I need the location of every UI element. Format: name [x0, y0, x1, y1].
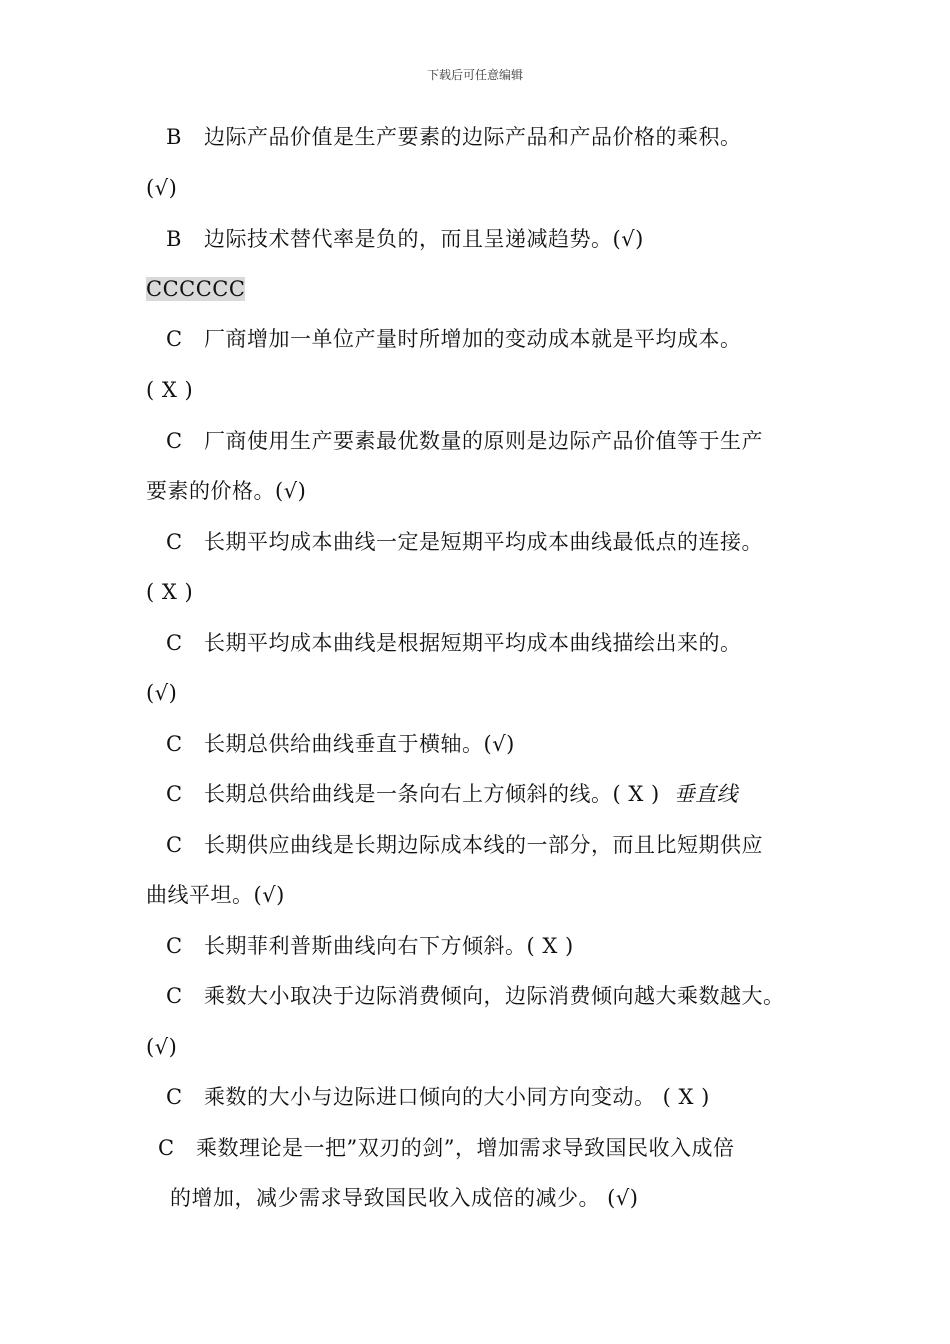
- text-line: [146, 1033, 177, 1061]
- line-text: 曲线平坦。(√): [146, 883, 285, 907]
- highlighted-text: CCCCCC: [146, 277, 246, 301]
- line-text: 乘数的大小与边际进口倾向的大小同方向变动。 ( X ): [204, 1085, 710, 1109]
- line-letter: C: [166, 631, 183, 655]
- line-text: 长期供应曲线是长期边际成本线的一部分，而且比短期供应: [204, 833, 763, 857]
- handwritten-note: 垂直线: [673, 782, 739, 806]
- line-text: 长期平均成本曲线一定是短期平均成本曲线最低点的连接。: [204, 530, 763, 554]
- line-text: ( X ): [146, 580, 194, 604]
- line-letter: C: [166, 530, 183, 554]
- line-text: 边际产品价值是生产要素的边际产品和产品价格的乘积。: [204, 125, 742, 149]
- line-text: ( X ): [146, 378, 194, 402]
- text-line: [166, 932, 574, 960]
- line-letter: C: [166, 984, 183, 1008]
- text-line: [146, 376, 193, 404]
- line-letter: C: [166, 1085, 183, 1109]
- line-text: 厂商增加一单位产量时所增加的变动成本就是平均成本。: [204, 327, 742, 351]
- line-text: 的增加，减少需求导致国民收入成倍的减少。 (√): [170, 1186, 639, 1210]
- page-header: 下载后可任意编辑: [426, 68, 523, 82]
- line-text: (√): [146, 1035, 178, 1059]
- line-letter: C: [158, 1136, 175, 1160]
- text-line: [158, 1134, 734, 1162]
- text-line: [166, 831, 763, 859]
- text-line: [166, 528, 763, 556]
- text-line: [166, 225, 644, 253]
- line-text: 乘数理论是一把”双刃的剑”，增加需求导致国民收入成倍: [196, 1136, 735, 1160]
- line-text: 长期平均成本曲线是根据短期平均成本曲线描绘出来的。: [204, 631, 742, 655]
- line-text: 长期菲利普斯曲线向右下方倾斜。( X ): [204, 934, 574, 958]
- line-text: 要素的价格。(√): [146, 479, 307, 503]
- text-line: [146, 275, 245, 303]
- line-letter: C: [166, 833, 183, 857]
- line-text: 厂商使用生产要素最优数量的原则是边际产品价值等于生产: [204, 429, 763, 453]
- line-letter: C: [166, 327, 183, 351]
- text-line: [146, 881, 285, 909]
- line-letter: B: [166, 227, 182, 251]
- text-line: [166, 123, 742, 151]
- text-line: [166, 730, 515, 758]
- text-line: [166, 1083, 710, 1111]
- text-line: [166, 780, 738, 808]
- line-letter: C: [166, 782, 183, 806]
- text-line: [166, 427, 763, 455]
- text-line: [146, 578, 193, 606]
- text-line: [166, 325, 742, 353]
- text-line: [166, 629, 742, 657]
- line-text: 长期总供给曲线是一条向右上方倾斜的线。( X ): [204, 782, 660, 806]
- text-line: [170, 1184, 638, 1212]
- text-line: [146, 679, 177, 707]
- line-text: (√): [146, 681, 178, 705]
- line-letter: C: [166, 732, 183, 756]
- line-text: 乘数大小取决于边际消费倾向，边际消费倾向越大乘数越大。: [204, 984, 785, 1008]
- line-letter: B: [166, 125, 182, 149]
- text-line: [146, 477, 306, 505]
- line-text: 长期总供给曲线垂直于横轴。(√): [204, 732, 515, 756]
- line-text: (√): [146, 176, 178, 200]
- line-text: 边际技术替代率是负的，而且呈递减趋势。(√): [204, 227, 644, 251]
- text-line: [166, 982, 785, 1010]
- line-letter: C: [166, 429, 183, 453]
- text-line: [146, 174, 177, 202]
- line-letter: C: [166, 934, 183, 958]
